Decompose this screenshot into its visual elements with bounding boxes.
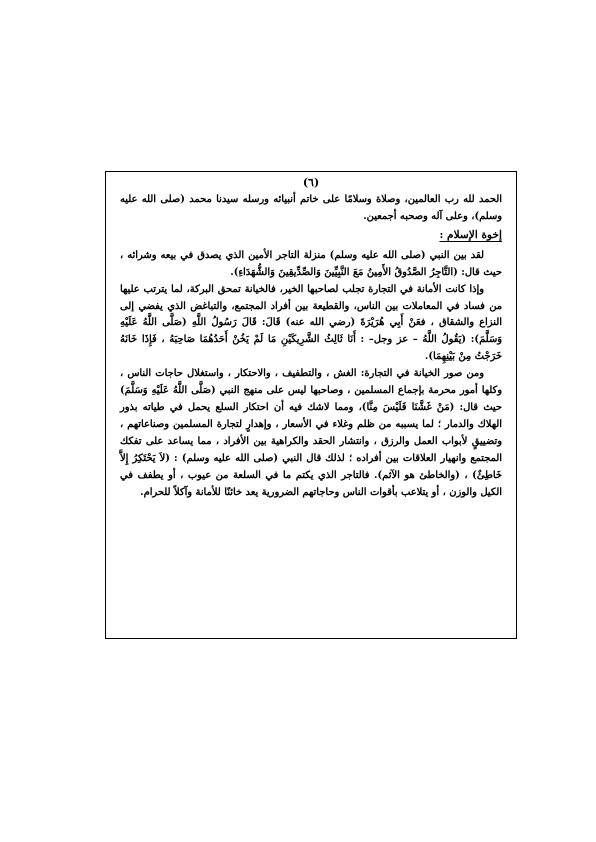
text-line: مَا لَمْ يَخُنْ أَحَدُهُمَا صَاحِبَهُ ، فَإِذَا خَانَهُ خَرَجْتُ مِنْ بَيْنِهِمَا). [120,334,502,363]
text-line: لقد بين النبي (صلى الله عليه وسلم) منزلة التاجر الأمين الذي يصدق في بيعه [160,249,484,261]
text-line: والتباغض الذي يفضي إلى النزاع والشقاق ، فعَنْ أَبِي هُرَيْرَةَ (رضي الله عنه) قَالَ: [120,300,502,329]
text-line: الأسعار ، وإهدارٍ لتجارة المسلمين وصناعاتهم ، وتضييقٍ لأبواب العمل والرزق ، [120,418,502,447]
page-frame [105,171,517,639]
opening-line: (صلى الله عليه وسلم)، وعلى آله وصحبه أجمعين. [120,194,502,222]
text-line: العلاقات بين أفراده ؛ لذلك قال النبي (صلى الله عليه وسلم) : (لاَ يَحْتَكِرُ إِلاَّ [120,452,437,464]
text-line: وشرائه ، حيث قال: (التَّاجِرُ الصَّدُوقُ الأَمِينُ مَعَ النَّبِيِّينَ وَالصِّدِّيقِينَ وَالشُّهَدَاءِ). [120,249,502,278]
paragraph-1 [120,248,502,282]
text-line: يطفف في الكيل والوزن ، أو يتلاعب بأقوات الناس وحاجاتهم الضرورية يعد خائنًا [120,469,502,498]
paragraph-2 [120,282,502,367]
text-line: قَالَ رَسُولُ اللَّهِ (صَلَّى اللَّهُ عَلَيْهِ وَسَلَّمَ): (يَقُولُ اللَّهُ – عز وجل– : أَنَا ثَالِثُ الشَّرِيكَيْنِ [120,317,502,346]
opening-line: الحمد لله رب العالمين، وصلاة وسلامًا على خاتم أنبيائه ورسله سيدنا محمد [189,194,502,205]
section-heading [120,226,502,244]
text-line: خَاطِئٌ) ، (والخاطئ هو الآثم). فالتاجر الذي يكتم ما في السلعة من عيوب ، أو [168,469,502,481]
text-line: لما يترتب عليها من فساد في المعاملات بين الناس، والقطيعة بين أفراد المجتمع، [120,283,502,312]
paragraph-3 [120,366,502,501]
text-line: ومن صور الخيانة في التجارة: الغش ، والتطفيف ، والاحتكار ، واستغلال [187,368,484,380]
text-line: حاجات الناس ، وكلها أمور محرمة بإجماع المسلمين ، وصاحبها ليس على منهج [120,368,502,397]
text-line: وإذا كانت الأمانة في التجارة تجلب لصاحبها الخير، فالخيانة تمحق البركة، [186,283,484,295]
heading-text: إخوة الإسلام : [439,228,502,241]
page-number: (٦) [302,176,320,189]
text-line: احتكار السلع يحمل في طياته بذور الهلاك والدمار ؛ لما يسببه من ظلم وغلاء في [120,401,502,430]
opening-paragraph [120,192,502,226]
text-line: وانتشار الحقد والكراهية بين الأفراد ، مما يساعد على تفكك المجتمع وانهيار [120,435,502,464]
text-line: للأمانة وآكلاً للحرام. [140,486,221,498]
text-line: النبي (صَلَّى اللَّهُ عَلَيْهِ وَسَلَّمَ) حيث قال: (مَنْ غَشَّنَا فَلَيْسَ مِنَّا)، ومما لاشك فيه أن [120,385,502,413]
